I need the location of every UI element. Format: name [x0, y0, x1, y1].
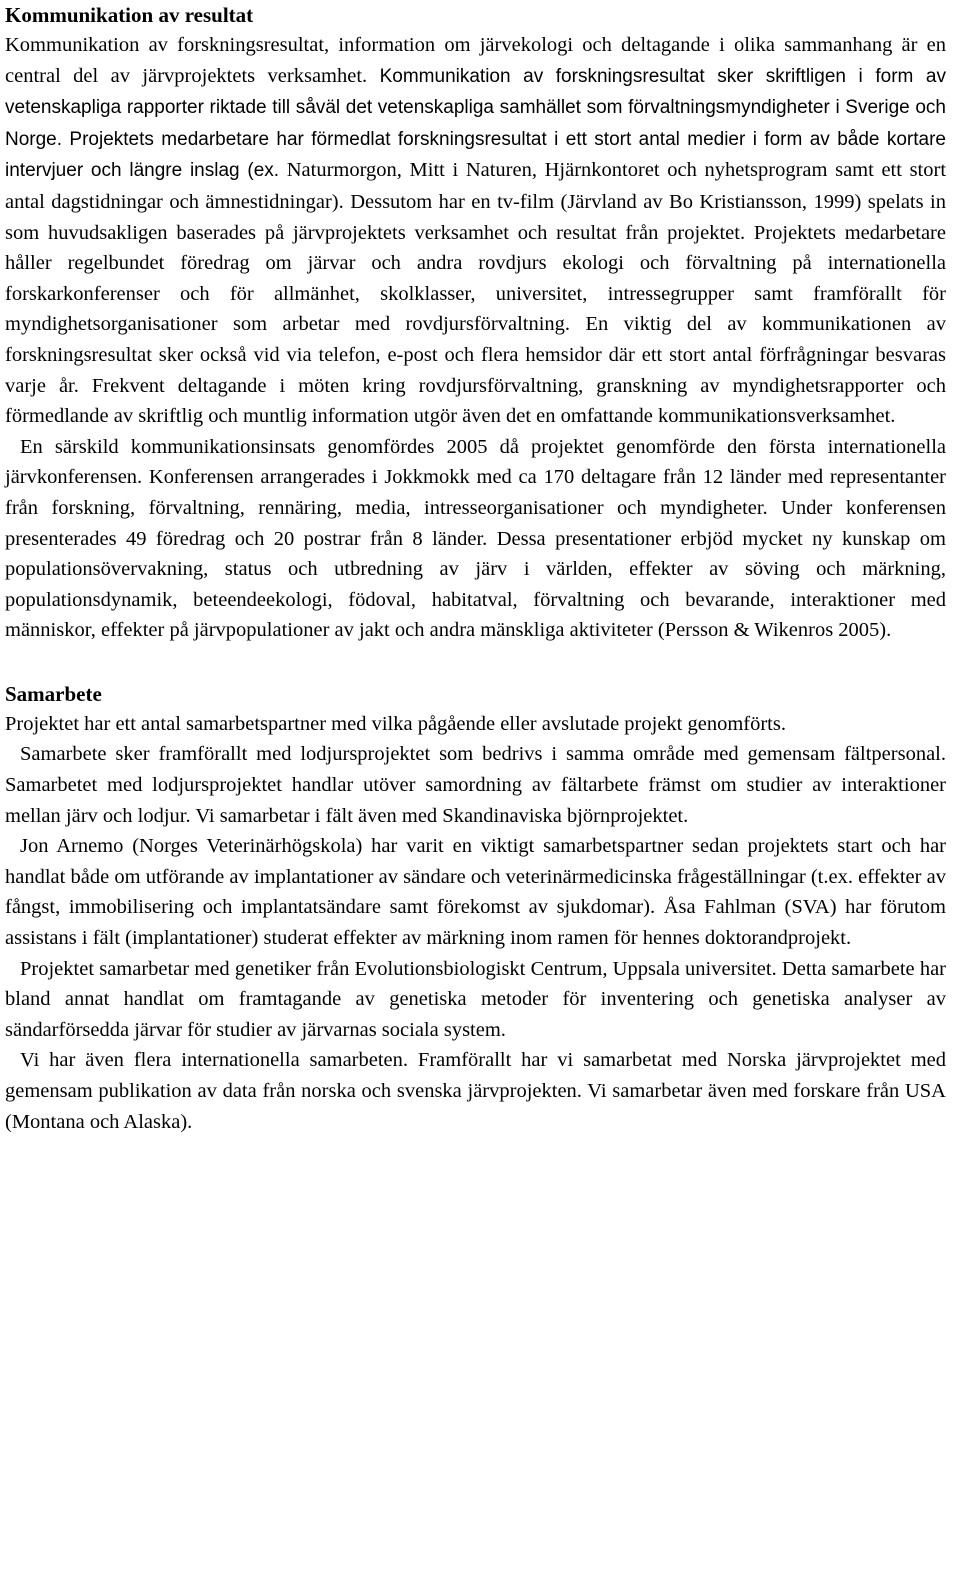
section-kommunikation	[5, 0, 946, 646]
paragraph: Samarbete sker framförallt med lodjursprojektet som bedrivs i samma område med gemensam fältpersonal. Samarbetet med lodjursprojektet handlar utöver samordning av fältarbete främst om studier av interaktioner mellan järv och lodjur. Vi samarbetar i fält även med Skandinaviska björnprojektet.	[5, 743, 946, 827]
paragraph: Projektet samarbetar med genetiker från Evolutionsbiologiskt Centrum, Uppsala universitet. Detta samarbete har bland annat handlat om framtagande av genetiska metoder för inventering och genetiska analyser av sändarförsedda järvar för studier av järvarnas sociala system.	[5, 957, 946, 1041]
paragraph: En särskild kommunikationsinsats genomfördes 2005 då projektet genomförde den första internationella järvkonferensen. Konferensen arrangerades i Jokkmokk med ca 170 deltagare från 12 länder med representanter från forskning, förvaltning, rennäring, media, intresseorganisationer och myndigheter. Under konferensen presenterades 49 föredrag och 20 postrar från 8 länder. Dessa presentationer erbjöd mycket ny kunskap om populationsövervakning, status och utbredning av järv i världen, effekter av söving och märkning, populationsdynamik, beteendeekologi, födoval, habitatval, förvaltning och bevarande, interaktioner med människor, effekter på järvpopulationer av jakt och andra mänskliga aktiviteter (Persson & Wikenros 2005).	[5, 435, 946, 642]
section-heading: Kommunikation av resultat	[5, 3, 254, 27]
section-samarbete	[5, 679, 946, 1137]
section-heading: Samarbete	[5, 681, 102, 706]
paragraph: Projektet har ett antal samarbetspartner med vilka pågående eller avslutade projekt genomförts.	[5, 712, 786, 735]
section-spacer	[5, 646, 946, 679]
paragraph-part: Naturmorgon, Mitt i Naturen, Hjärnkontoret och nyhetsprogram samt ett stort antal dagstidningar och ämnestidningar). Dessutom har en tv-film (Järvland av Bo Kristiansson, 1999) spelats in som huvudsakligen baserades på järvprojektets verksamhet och resultat från projektet. Projektets medarbetare håller regelbundet föredrag om järvar och andra rovdjurs ekologi och förvaltning på internationella forskarkonferenser och för allmänhet, skolklasser, universitet, intressegrupper samt framförallt för myndighetsorganisationer som arbetar med rovdjursförvaltning. En viktig del av kommunikationen av forskningsresultat sker också vid via telefon, e-post och flera hemsidor där ett stort antal förfrågningar besvaras varje år. Frekvent deltagande i möten kring rovdjursförvaltning, granskning av myndighetsrapporter och förmedlande av skriftlig och muntlig information utgör även det en omfattande kommunikationsverksamhet.	[5, 159, 947, 428]
paragraph-part: Kommunikation av forskningsresultat, information om järvekologi och deltagande i olika sammanhang är en central del av järvprojektets verksamhet.	[5, 34, 946, 87]
paragraph: Vi har även flera internationella samarbeten. Framförallt har vi samarbetat med Norska järvprojektet med gemensam publikation av data från norska och svenska järvprojekten. Vi samarbetar även med forskare från USA (Montana och Alaska).	[5, 1049, 946, 1133]
paragraph-part-sans: Kommunikation av forskningsresultat sker skriftligen i form av vetenskapliga rapporter riktade till såväl det vetenskapliga samhället som förvaltningsmyndigheter i Sverige och Norge. Projektets medarbetare har förmedlat forskningsresultat i ett stort antal medier i form av både kortare intervjuer och längre inslag (ex.	[5, 65, 946, 182]
paragraph: Jon Arnemo (Norges Veterinärhögskola) har varit en viktigt samarbetspartner sedan projektets start och har handlat både om utförande av implantationer av sändare och veterinärmedicinska frågeställningar (t.ex. effekter av fångst, immobilisering och implantatsändare samt förekomst av sjukdomar). Åsa Fahlman (SVA) har förutom assistans i fält (implantationer) studerat effekter av märkning inom ramen för hennes doktorandprojekt.	[5, 835, 946, 950]
paragraph	[5, 30, 946, 432]
